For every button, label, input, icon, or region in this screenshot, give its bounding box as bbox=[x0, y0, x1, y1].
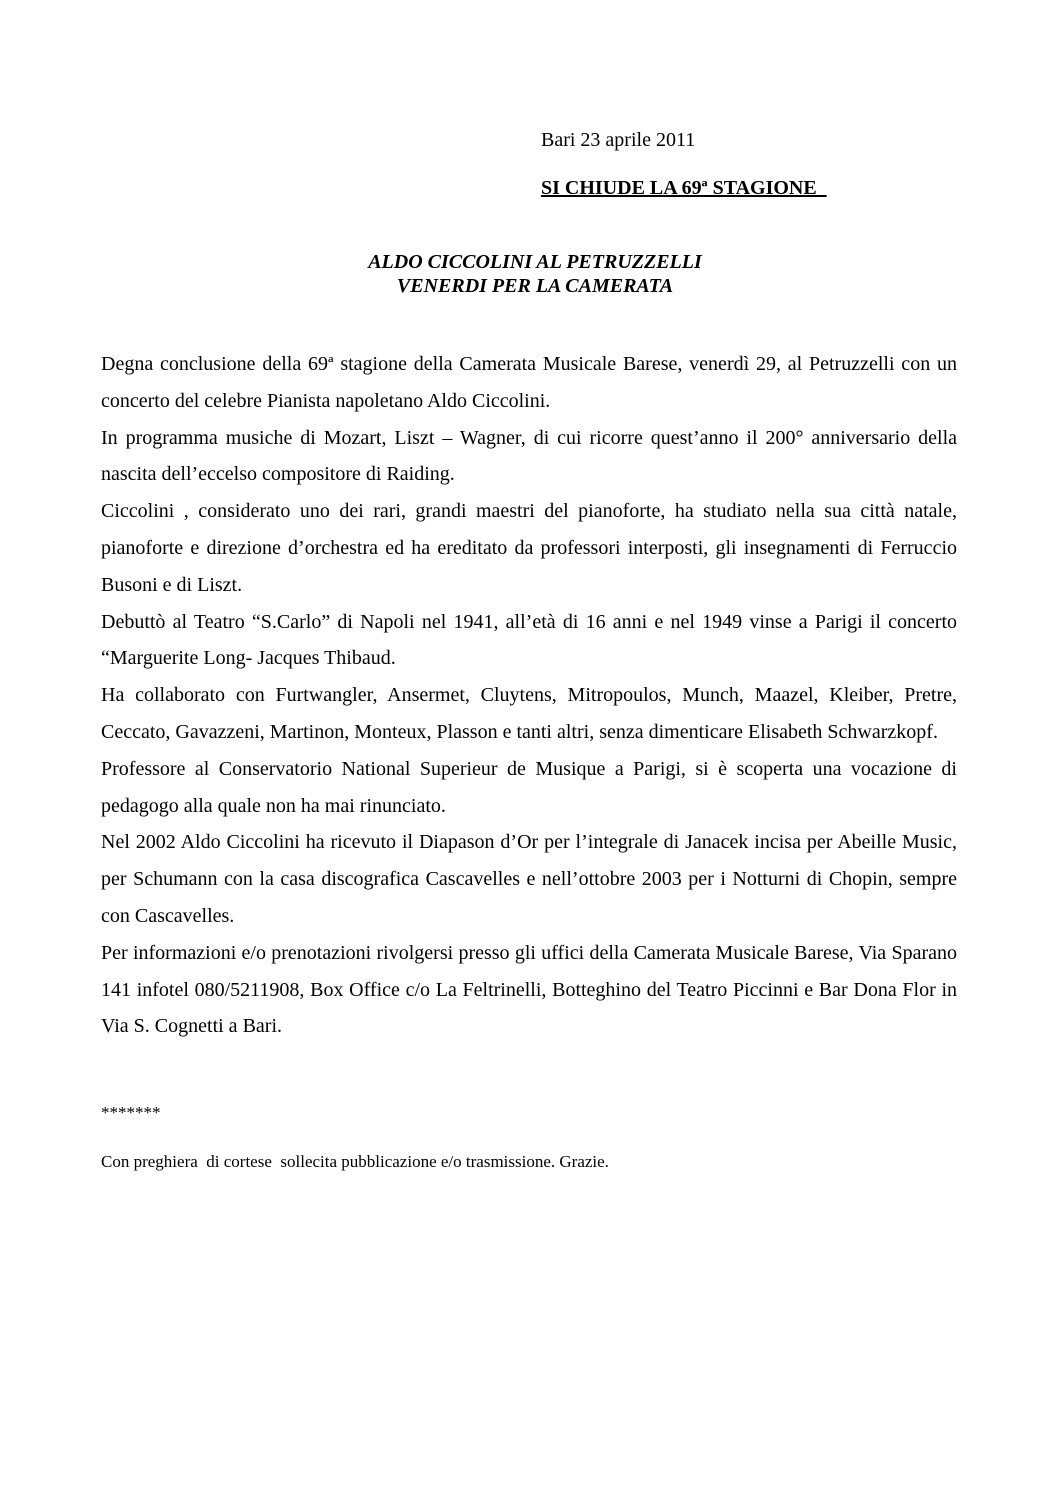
paragraph-premi: Nel 2002 Aldo Ciccolini ha ricevuto il Diapason d’Or per l’integrale di Janacek incisa per Abeille Music, per Schumann con la casa discografica Cascavelles e nell’ottobre 2003 per i Notturni di Chopin, sempre con Cascavelles. bbox=[101, 831, 957, 927]
subtitle-line-1: ALDO CICCOLINI AL PETRUZZELLI bbox=[368, 251, 702, 273]
paragraph-informazioni: Per informazioni e/o prenotazioni rivolgersi presso gli uffici della Camerata Musicale Barese, Via Sparano 141 infotel 080/5211908, Box Office c/o La Feltrinelli, Botteghino del Teatro Piccinni e Bar Dona Flor in Via S. Cognetti a Bari. bbox=[101, 941, 957, 1038]
paragraph-collaborazioni: Ha collaborato con Furtwangler, Ansermet, Cluytens, Mitropoulos, Munch, Maazel, Kleiber, Pretre, Ceccato, Gavazzeni, Martinon, Monteux, Plasson e tanti altri, senza dimenticare Elisabeth Schwarzkopf. bbox=[101, 684, 957, 743]
date-line: Bari 23 aprile 2011 bbox=[541, 129, 696, 151]
paragraph-conclusione: Degna conclusione della 69ª stagione della Camerata Musicale Barese, venerdì 29, al Petruzzelli con un concerto del celebre Pianista napoletano Aldo Ciccolini. bbox=[101, 353, 957, 412]
subtitle-line-2: VENERDI PER LA CAMERATA bbox=[396, 275, 674, 297]
separator: ******* bbox=[101, 1103, 161, 1122]
body-text bbox=[101, 346, 957, 1045]
paragraph-studi: Ciccolini , considerato uno dei rari, grandi maestri del pianoforte, ha studiato nella sua città natale, pianoforte e direzione d’orchestra ed ha ereditato da professori interposti, gli insegnamenti di Ferruccio Busoni e di Liszt. bbox=[101, 500, 957, 596]
paragraph-professore: Professore al Conservatorio National Superieur de Musique a Parigi, si è scoperta una vocazione di pedagogo alla quale non ha mai rinunciato. bbox=[101, 757, 957, 817]
paragraph-programma: In programma musiche di Mozart, Liszt – Wagner, di cui ricorre quest’anno il 200° anniversario della nascita dell’eccelso compositore di Raiding. bbox=[101, 426, 957, 486]
closing-note: Con preghiera di cortese sollecita pubblicazione e/o trasmissione. Grazie. bbox=[101, 1152, 609, 1171]
headline: SI CHIUDE LA 69ª STAGIONE bbox=[541, 177, 827, 199]
paragraph-debutto: Debuttò al Teatro “S.Carlo” di Napoli nel 1941, all’età di 16 anni e nel 1949 vinse a Parigi il concerto “Marguerite Long- Jacques Thibaud. bbox=[101, 610, 957, 670]
